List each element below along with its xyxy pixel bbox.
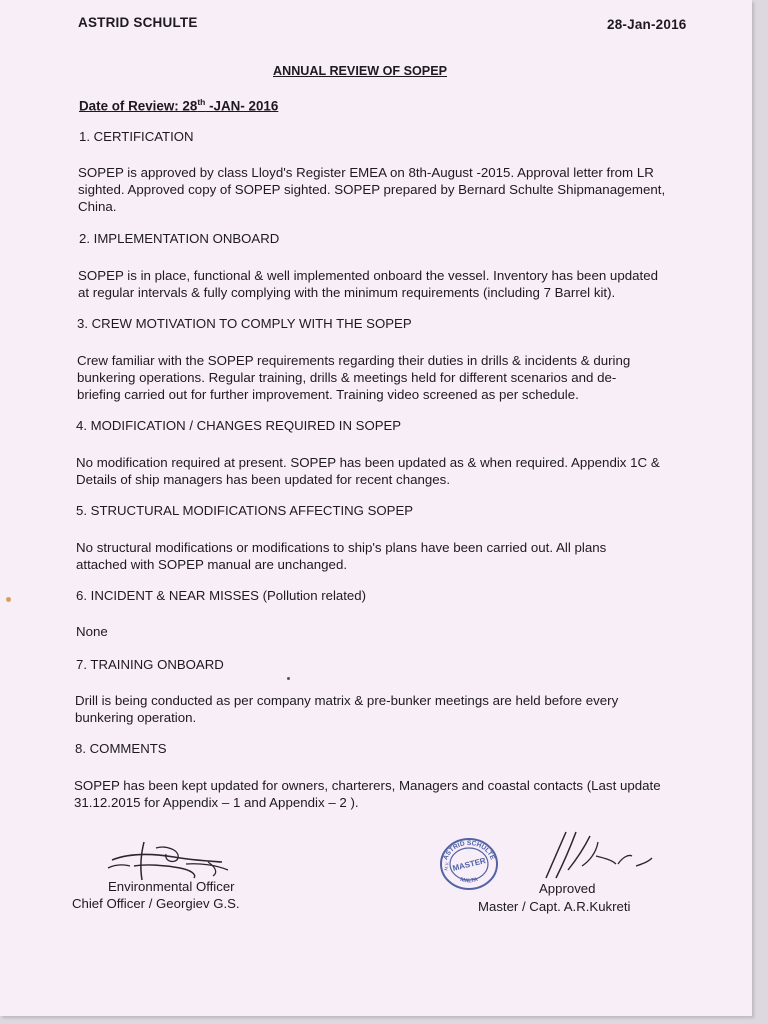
right-signatory-role: Approved bbox=[539, 881, 596, 896]
section-5-line-2: attached with SOPEP manual are unchanged. bbox=[76, 557, 348, 572]
scan-speck bbox=[287, 677, 290, 680]
section-5-heading: 5. STRUCTURAL MODIFICATIONS AFFECTING SOPEP bbox=[76, 503, 414, 518]
section-7-line-1: Drill is being conducted as per company matrix & pre-bunker meetings are held before every bbox=[75, 693, 619, 708]
section-6-body bbox=[76, 623, 716, 640]
right-handwritten-signature bbox=[536, 826, 660, 886]
section-3-line-3: briefing carried out for further improvement. Training video screened as per schedule. bbox=[77, 387, 579, 402]
document-title: ANNUAL REVIEW OF SOPEP bbox=[273, 64, 448, 78]
svg-text:ASTRID SCHULTE: ASTRID SCHULTE bbox=[442, 839, 496, 862]
review-date bbox=[79, 97, 278, 113]
section-3-body bbox=[77, 352, 717, 403]
section-5-line-1: No structural modifications or modifications to ship's plans have been carried out. All plans bbox=[76, 540, 607, 555]
section-2-line-2: at regular intervals & fully complying with the minimum requirements (including 7 Barrel kit). bbox=[78, 285, 616, 300]
section-8-line-1: SOPEP has been kept updated for owners, charterers, Managers and coastal contacts (Last update bbox=[74, 778, 661, 793]
svg-text:MASTER: MASTER bbox=[451, 856, 487, 873]
section-7-body bbox=[75, 692, 715, 726]
section-5-body bbox=[76, 539, 716, 573]
review-date-prefix: Date of Review: 28 bbox=[79, 98, 198, 114]
right-signatory-name: Master / Capt. A.R.Kukreti bbox=[478, 899, 631, 914]
section-8-line-2: 31.12.2015 for Appendix – 1 and Appendix – 2 ). bbox=[74, 795, 359, 810]
section-1-line-3: China. bbox=[78, 199, 117, 214]
section-2-body bbox=[78, 267, 718, 301]
section-8-body bbox=[74, 777, 714, 811]
section-3-line-1: Crew familiar with the SOPEP requirements regarding their duties in drills & incidents & during bbox=[77, 353, 631, 368]
section-2-heading: 2. IMPLEMENTATION ONBOARD bbox=[79, 231, 280, 246]
section-2-line-1: SOPEP is in place, functional & well implemented onboard the vessel. Inventory has been updated bbox=[78, 268, 658, 283]
section-4-line-2: Details of ship managers has been updated for recent changes. bbox=[76, 472, 451, 487]
section-1-body bbox=[78, 164, 718, 215]
section-8-heading: 8. COMMENTS bbox=[75, 741, 167, 756]
section-3-line-2: bunkering operations. Regular training, drills & meetings held for different scenarios and de- bbox=[77, 370, 617, 385]
header-company: ASTRID SCHULTE bbox=[78, 15, 198, 30]
scan-speck bbox=[6, 597, 11, 602]
master-stamp-seal bbox=[438, 836, 500, 892]
svg-text:M.V.: M.V. bbox=[443, 861, 450, 871]
section-1-line-2: sighted. Approved copy of SOPEP sighted. SOPEP prepared by Bernard Schulte Shipmanagement, bbox=[78, 182, 666, 197]
section-4-line-1: No modification required at present. SOPEP has been updated as & when required. Appendix 1C & bbox=[76, 455, 660, 470]
section-7-heading: 7. TRAINING ONBOARD bbox=[76, 657, 224, 672]
review-date-suffix: -JAN- 2016 bbox=[205, 98, 279, 114]
section-4-heading: 4. MODIFICATION / CHANGES REQUIRED IN SOPEP bbox=[76, 418, 402, 433]
section-4-body bbox=[76, 454, 716, 488]
svg-text:MALTA: MALTA bbox=[459, 876, 479, 885]
section-7-line-2: bunkering operation. bbox=[75, 710, 197, 725]
left-signatory-role: Environmental Officer bbox=[108, 879, 235, 894]
header-date: 28-Jan-2016 bbox=[607, 17, 687, 32]
section-6-heading: 6. INCIDENT & NEAR MISSES (Pollution related) bbox=[76, 588, 366, 603]
section-6-line-1: None bbox=[76, 624, 108, 639]
left-signatory-name: Chief Officer / Georgiev G.S. bbox=[72, 896, 240, 911]
section-3-heading: 3. CREW MOTIVATION TO COMPLY WITH THE SOPEP bbox=[77, 316, 412, 331]
section-1-heading: 1. CERTIFICATION bbox=[79, 129, 194, 144]
review-date-sup: th bbox=[197, 97, 206, 107]
section-1-line-1: SOPEP is approved by class Lloyd's Register EMEA on 8th-August -2015. Approval letter from LR bbox=[78, 165, 654, 180]
